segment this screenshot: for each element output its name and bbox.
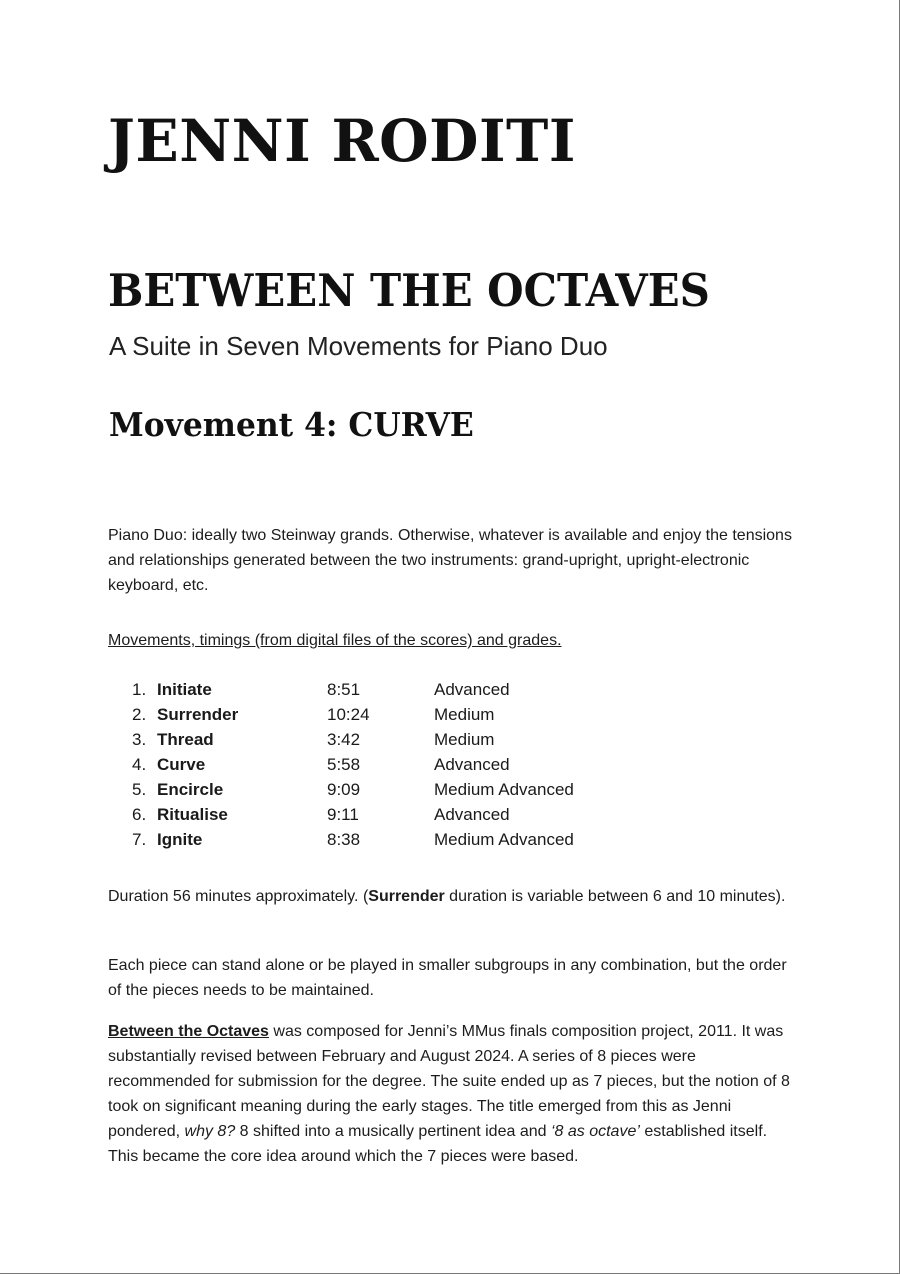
duration-text-end: duration is variable between 6 and 10 minutes). [444, 888, 786, 905]
movement-row [132, 702, 632, 727]
standalone-paragraph: Each piece can stand alone or be played in smaller subgroups in any combination, but the order of the pieces needs to be maintained. [108, 957, 787, 999]
movement-grade: Medium Advanced [434, 780, 574, 799]
composer-name: JENNI RODITI [108, 107, 576, 175]
movements-list-heading: Movements, timings (from digital files of the scores) and grades. [108, 632, 562, 649]
movement-timing: 10:24 [327, 705, 370, 724]
movement-grade: Advanced [434, 680, 510, 699]
duration-movement-name: Surrender [368, 888, 445, 905]
movement-title: Surrender [157, 705, 239, 724]
about-paragraph [108, 1019, 798, 1169]
movement-title: Encircle [157, 780, 224, 799]
movement-title: Curve [157, 755, 206, 774]
about-text-2: 8 shifted into a musically pertinent idea and [235, 1123, 551, 1140]
movement-number: 5. [132, 780, 147, 799]
duration-text-start: Duration 56 minutes approximately. ( [108, 888, 369, 905]
about-text-1: was composed for Jenni’s MMus finals composition project, 2011. It was substantially revised between February and August 2024. A series of 8 pieces were recommended for submission for the degree. The suite ended up as 7 pieces, but the notion of 8 took on significant meaning during the early stages. The title emerged from this as Jenni pondered, [108, 1023, 790, 1140]
movement-timing: 8:51 [327, 680, 361, 699]
instrumentation-paragraph: Piano Duo: ideally two Steinway grands. Otherwise, whatever is available and enjoy the tensions and relationships generated between the two instruments: grand-upright, upright-electronic keyboard, etc. [108, 527, 792, 594]
movement-heading [109, 405, 474, 444]
movement-grade: Advanced [434, 755, 510, 774]
movement-row [132, 677, 632, 702]
about-italic-1: why 8? [184, 1123, 236, 1140]
movement-number: 3. [132, 730, 147, 749]
movement-grade: Advanced [434, 805, 510, 824]
movement-name: CURVE [348, 405, 474, 444]
movements-list [132, 677, 632, 852]
about-text-3: established itself. This became the core idea around which the 7 pieces were based. [108, 1123, 768, 1165]
about-italic-2: ‘8 as octave’ [550, 1123, 640, 1140]
movement-number: 4. [132, 755, 147, 774]
movement-row [132, 827, 632, 852]
movement-title: Ignite [157, 830, 203, 849]
movement-title: Initiate [157, 680, 212, 699]
work-title: BETWEEN THE OCTAVES [108, 264, 710, 317]
movement-timing: 8:38 [327, 830, 361, 849]
movement-grade: Medium [434, 705, 495, 724]
about-work-title: Between the Octaves [108, 1023, 269, 1040]
movement-title: Thread [157, 730, 214, 749]
movement-timing: 9:11 [327, 805, 359, 824]
movement-title: Ritualise [157, 805, 228, 824]
movement-row [132, 752, 632, 777]
movement-number: 6. [132, 805, 147, 824]
duration-paragraph [108, 884, 798, 909]
movement-number: 2. [132, 705, 147, 724]
movement-timing: 5:58 [327, 755, 361, 774]
movement-grade: Medium [434, 730, 495, 749]
work-subtitle: A Suite in Seven Movements for Piano Duo [109, 331, 608, 361]
movement-timing: 9:09 [327, 780, 361, 799]
movement-row [132, 727, 632, 752]
movement-number: 1. [132, 680, 147, 699]
movement-grade: Medium Advanced [434, 830, 574, 849]
movement-prefix: Movement 4: [109, 405, 349, 444]
movement-row [132, 777, 632, 802]
movement-row [132, 802, 632, 827]
movement-number: 7. [132, 830, 147, 849]
movement-timing: 3:42 [327, 730, 361, 749]
